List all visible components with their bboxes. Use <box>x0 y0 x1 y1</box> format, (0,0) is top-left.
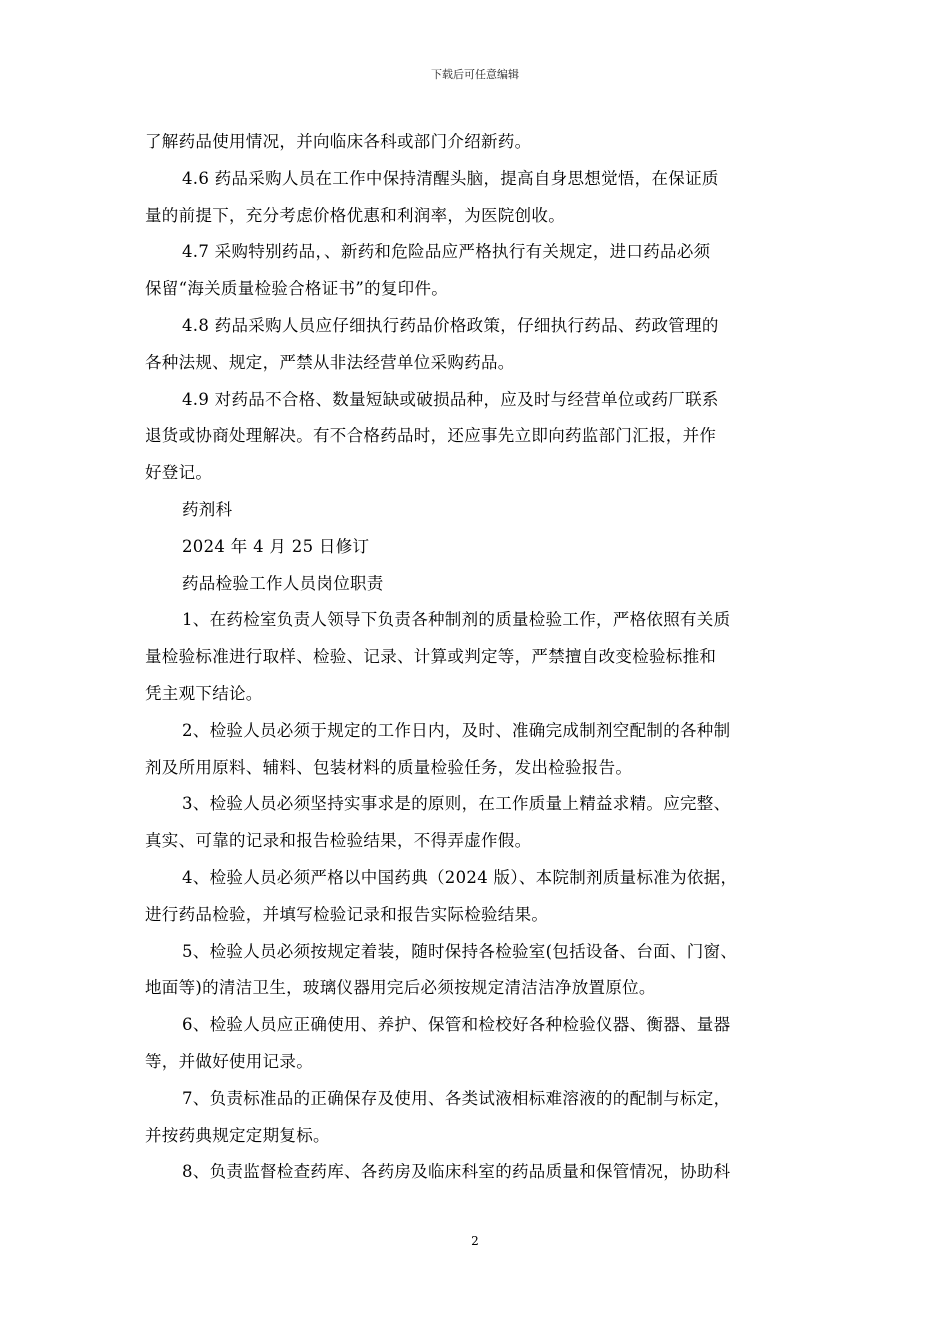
text-line: 地面等)的清洁卫生，玻璃仪器用完后必须按规定清洁洁净放置原位。 <box>145 978 656 998</box>
text-line: 6、检验人员应正确使用、养护、保管和检校好各种检验仪器、衡器、量器 <box>182 1015 731 1035</box>
text-line: 进行药品检验，并填写检验记录和报告实际检验结果。 <box>145 904 549 924</box>
text-line: 好登记。 <box>145 463 213 483</box>
page-number: 2 <box>471 1234 479 1248</box>
text-line: 剂及所用原料、辅料、包装材料的质量检验任务，发出检验报告。 <box>145 757 633 777</box>
text-line: 并按药典规定定期复标。 <box>145 1125 330 1145</box>
section-title: 药品检验工作人员岗位职责 <box>182 573 384 593</box>
text-line: 退货或协商处理解决。有不合格药品时，还应事先立即向药监部门汇报，并作 <box>145 426 717 446</box>
text-line: 1、在药检室负责人领导下负责各种制剂的质量检验工作，严格依照有关质 <box>182 610 731 630</box>
text-line: 4、检验人员必须严格以中国药典（2024 版）、本院制剂质量标准为依据， <box>182 867 738 887</box>
text-line: 4.6 药品采购人员在工作中保持清醒头脑，提高自身思想觉悟，在保证质 <box>182 168 719 188</box>
text-line: 各种法规、规定，严禁从非法经营单位采购药品。 <box>145 352 515 372</box>
document-body <box>145 124 810 1191</box>
text-line: 量检验标准进行取样、检验、记录、计算或判定等，严禁擅自改变检验标推和 <box>145 647 717 667</box>
text-line: 2、检验人员必须于规定的工作日内，及时、准确完成制剂空配制的各种制 <box>182 720 731 740</box>
text-line: 8、负责监督检查药库、各药房及临床科室的药品质量和保管情况，协助科 <box>182 1162 731 1182</box>
text-line: 4.9 对药品不合格、数量短缺或破损品种，应及时与经营单位或药厂联系 <box>182 389 719 409</box>
text-line: 3、检验人员必须坚持实事求是的原则，在工作质量上精益求精。应完整、 <box>182 794 731 814</box>
text-line: 5、检验人员必须按规定着装，随时保持各检验室(包括设备、台面、门窗、 <box>182 941 738 961</box>
text-line: 4.7 采购特别药品，、新药和危险品应严格执行有关规定，进口药品必须 <box>182 242 711 262</box>
page-header: 下载后可任意编辑 <box>431 68 519 81</box>
text-line: 7、负责标准品的正确保存及使用、各类试液相标难溶液的的配制与标定， <box>182 1088 731 1108</box>
revision-date: 2024 年 4 月 25 日修订 <box>182 536 370 556</box>
text-line: 了解药品使用情况，并向临床各科或部门介绍新药。 <box>145 132 532 151</box>
text-line: 保留“海关质量检验合格证书”的复印件。 <box>145 279 449 299</box>
text-line: 量的前提下，充分考虑价格优惠和利润率，为医院创收。 <box>145 205 565 225</box>
text-line: 等，并做好使用记录。 <box>145 1051 313 1071</box>
department-name: 药剂科 <box>182 499 233 519</box>
text-line: 真实、可靠的记录和报告检验结果，不得弄虚作假。 <box>145 831 532 851</box>
text-line: 4.8 药品采购人员应仔细执行药品价格政策，仔细执行药品、药政管理的 <box>182 315 719 335</box>
text-line: 凭主观下结论。 <box>145 683 263 703</box>
